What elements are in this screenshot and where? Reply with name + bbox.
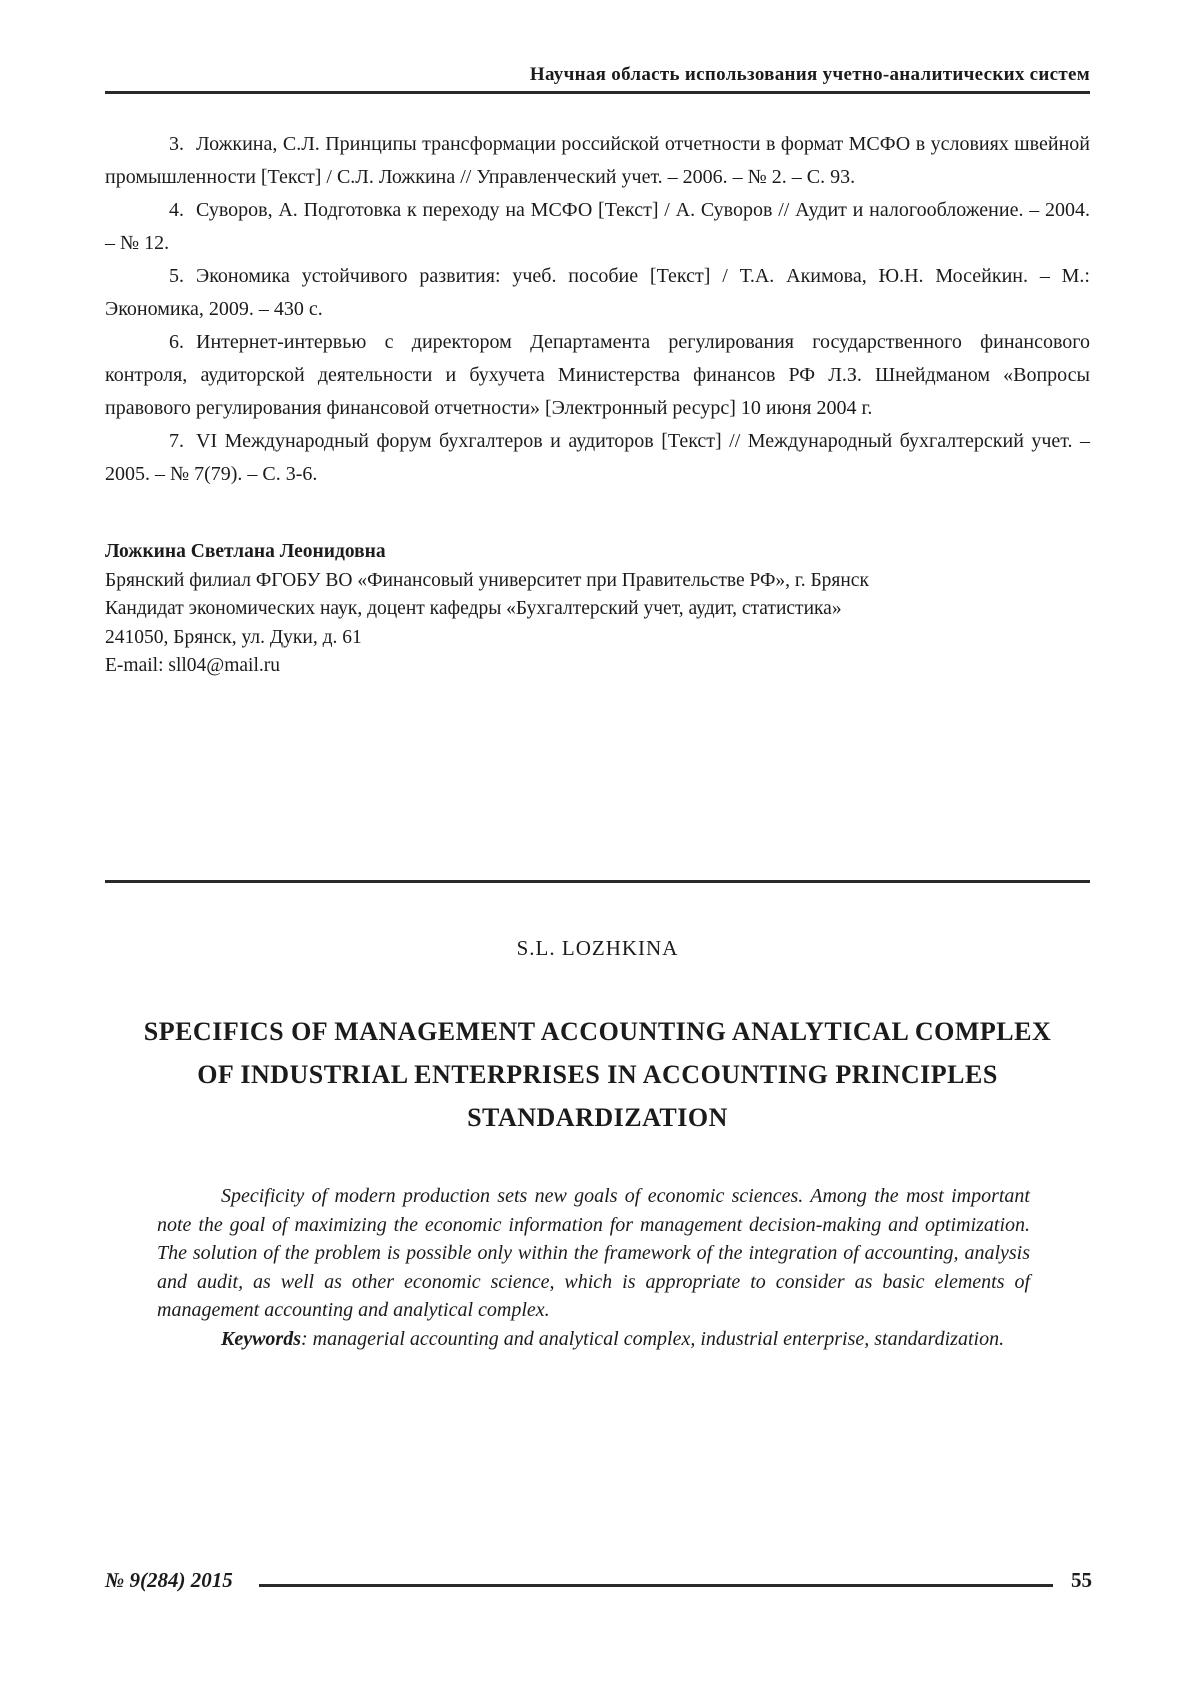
keywords-line bbox=[157, 1325, 1030, 1354]
reference-number: 3. bbox=[169, 133, 184, 155]
author-email: E-mail: sll04@mail.ru bbox=[105, 655, 281, 676]
author-info-block bbox=[105, 538, 1090, 681]
author-affiliation: Брянский филиал ФГОБУ ВО «Финансовый университет при Правительстве РФ», г. Брянск bbox=[105, 569, 869, 591]
reference-item bbox=[105, 194, 1090, 260]
author-address: 241050, Брянск, ул. Дуки, д. 61 bbox=[105, 626, 362, 648]
page-number: 55 bbox=[1071, 1568, 1092, 1592]
keywords-text: : managerial accounting and analytical complex, industrial enterprise, standardization. bbox=[301, 1327, 1005, 1350]
reference-text: Ложкина, С.Л. Принципы трансформации российской отчетности в формат МСФО в условиях швейной промышленности [Текст] / С.Л. Ложкина // Управленческий учет. – 2006. – № 2. – С. 93. bbox=[105, 133, 1090, 188]
english-author-name: S.L. LOZHKINA bbox=[516, 936, 679, 960]
reference-number: 4. bbox=[169, 199, 184, 221]
reference-list bbox=[105, 128, 1090, 491]
reference-text: Суворов, А. Подготовка к переходу на МСФО [Текст] / А. Суворов // Аудит и налогообложение. – 2004. – № 12. bbox=[105, 199, 1090, 254]
reference-number: 6. bbox=[169, 331, 184, 353]
title-line: OF INDUSTRIAL ENTERPRISES IN ACCOUNTING PRINCIPLES bbox=[197, 1060, 998, 1089]
running-header: Научная область использования учетно-аналитических систем bbox=[105, 64, 1090, 94]
page-footer bbox=[105, 1568, 1092, 1593]
reference-item bbox=[105, 425, 1090, 491]
reference-number: 5. bbox=[169, 265, 184, 287]
author-name: Ложкина Светлана Леонидовна bbox=[105, 541, 386, 562]
keywords-label: Keywords bbox=[221, 1327, 301, 1350]
reference-item bbox=[105, 260, 1090, 326]
reference-item bbox=[105, 128, 1090, 194]
english-article-title bbox=[105, 1010, 1090, 1139]
footer-rule bbox=[259, 1584, 1053, 1587]
section-divider-rule bbox=[105, 880, 1090, 883]
abstract-text: Specificity of modern production sets new goals of economic sciences. Among the most important note the goal of maximizing the economic information for management decision-making and optimization. The solution of the problem is possible only within the framework of the integration of accounting, analysis and audit, as well as other economic science, which is appropriate to consider as basic elements of management accounting and analytical complex. bbox=[157, 1185, 1030, 1321]
reference-number: 7. bbox=[169, 430, 184, 452]
reference-text: VI Международный форум бухгалтеров и аудиторов [Текст] // Международный бухгалтерский учет. – 2005. – № 7(79). – С. 3-6. bbox=[105, 430, 1090, 485]
reference-item bbox=[105, 326, 1090, 425]
journal-issue: № 9(284) 2015 bbox=[105, 1568, 233, 1592]
title-line: STANDARDIZATION bbox=[467, 1103, 728, 1132]
author-degree: Кандидат экономических наук, доцент кафедры «Бухгалтерский учет, аудит, статистика» bbox=[105, 598, 842, 619]
reference-text: Экономика устойчивого развития: учеб. пособие [Текст] / Т.А. Акимова, Ю.Н. Мосейкин. – М.: Экономика, 2009. – 430 с. bbox=[105, 265, 1090, 320]
abstract-block bbox=[157, 1182, 1030, 1353]
reference-text: Интернет-интервью с директором Департамента регулирования государственного финансового контроля, аудиторской деятельности и бухучета Министерства финансов РФ Л.З. Шнейдманом «Вопросы правового регулирования финансовой отчетности» [Электронный ресурс] 10 июня 2004 г. bbox=[105, 331, 1090, 419]
title-line: SPECIFICS OF MANAGEMENT ACCOUNTING ANALYTICAL COMPLEX bbox=[143, 1017, 1052, 1046]
